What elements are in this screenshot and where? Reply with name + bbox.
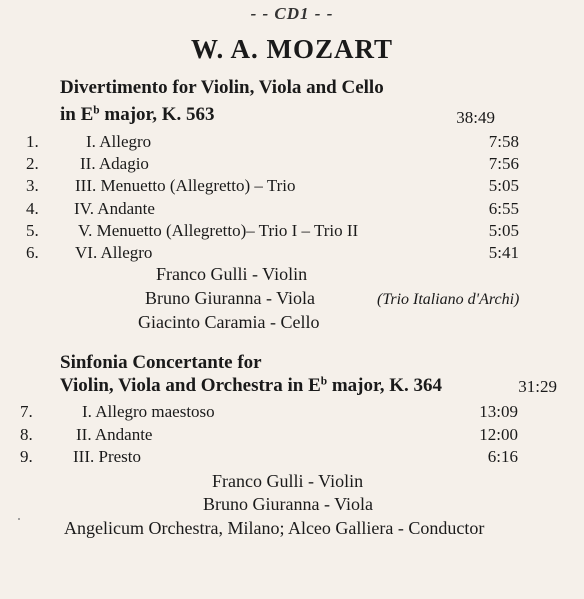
track-duration: 5:05	[488, 221, 519, 240]
work2-flat-sign: b	[320, 375, 328, 388]
track-title: II. Adagio	[80, 154, 149, 173]
work1-title-line2	[60, 104, 215, 126]
track-number: 5.	[26, 221, 39, 240]
work2-key-suffix: major, K. 364	[327, 375, 442, 396]
track-title: I. Allegro maestoso	[82, 402, 215, 421]
track-number: 4.	[26, 199, 39, 218]
track-number: 8.	[20, 425, 33, 444]
performer: Bruno Giuranna - Viola	[203, 494, 374, 514]
track-duration: 7:58	[488, 132, 519, 151]
work2-title-line1: Sinfonia Concertante for	[60, 352, 262, 373]
track-duration: 5:41	[488, 243, 519, 262]
work2-total-duration: 31:29	[518, 377, 557, 396]
track-title: VI. Allegro	[75, 243, 153, 262]
ensemble-name: (Trio Italiano d'Archi)	[377, 291, 520, 308]
track-duration: 13:09	[479, 402, 518, 421]
track-duration: 6:55	[488, 199, 519, 218]
track-duration: 6:16	[487, 447, 518, 466]
track-title: III. Presto	[73, 447, 141, 466]
track-number: 9.	[20, 447, 33, 466]
performer: Giacinto Caramia - Cello	[138, 312, 320, 332]
work1-title-line1: Divertimento for Violin, Viola and Cello	[60, 77, 384, 98]
cd-label: - - CD1 - -	[250, 4, 334, 23]
track-number: 6.	[26, 243, 39, 262]
track-title: III. Menuetto (Allegretto) – Trio	[75, 176, 296, 195]
track-number: 1.	[26, 132, 39, 151]
track-number: 2.	[26, 154, 39, 173]
work2-title-line2	[60, 375, 442, 397]
track-title: I. Allegro	[86, 132, 152, 151]
work1-flat-sign: b	[93, 104, 100, 117]
work2-key-prefix: Violin, Viola and Orchestra in E	[60, 375, 321, 396]
track-title: V. Menuetto (Allegretto)– Trio I – Trio II	[78, 221, 359, 240]
work1-key-suffix: major, K. 563	[99, 104, 215, 125]
performer: Franco Gulli - Violin	[212, 471, 364, 491]
track-number: 3.	[26, 176, 39, 195]
print-speck	[18, 518, 20, 520]
composer-heading: W. A. MOZART	[190, 34, 394, 64]
performer: Angelicum Orchestra, Milano; Alceo Galliera - Conductor	[64, 518, 485, 538]
track-duration: 12:00	[479, 425, 518, 444]
work1-total-duration: 38:49	[456, 108, 495, 127]
track-duration: 5:05	[488, 176, 519, 195]
work1-key-prefix: in E	[60, 104, 94, 125]
performer: Bruno Giuranna - Viola	[145, 288, 316, 308]
performer: Franco Gulli - Violin	[156, 264, 308, 284]
track-title: IV. Andante	[74, 199, 155, 218]
track-title: II. Andante	[76, 425, 153, 444]
track-duration: 7:56	[488, 154, 519, 173]
track-number: 7.	[20, 402, 33, 421]
